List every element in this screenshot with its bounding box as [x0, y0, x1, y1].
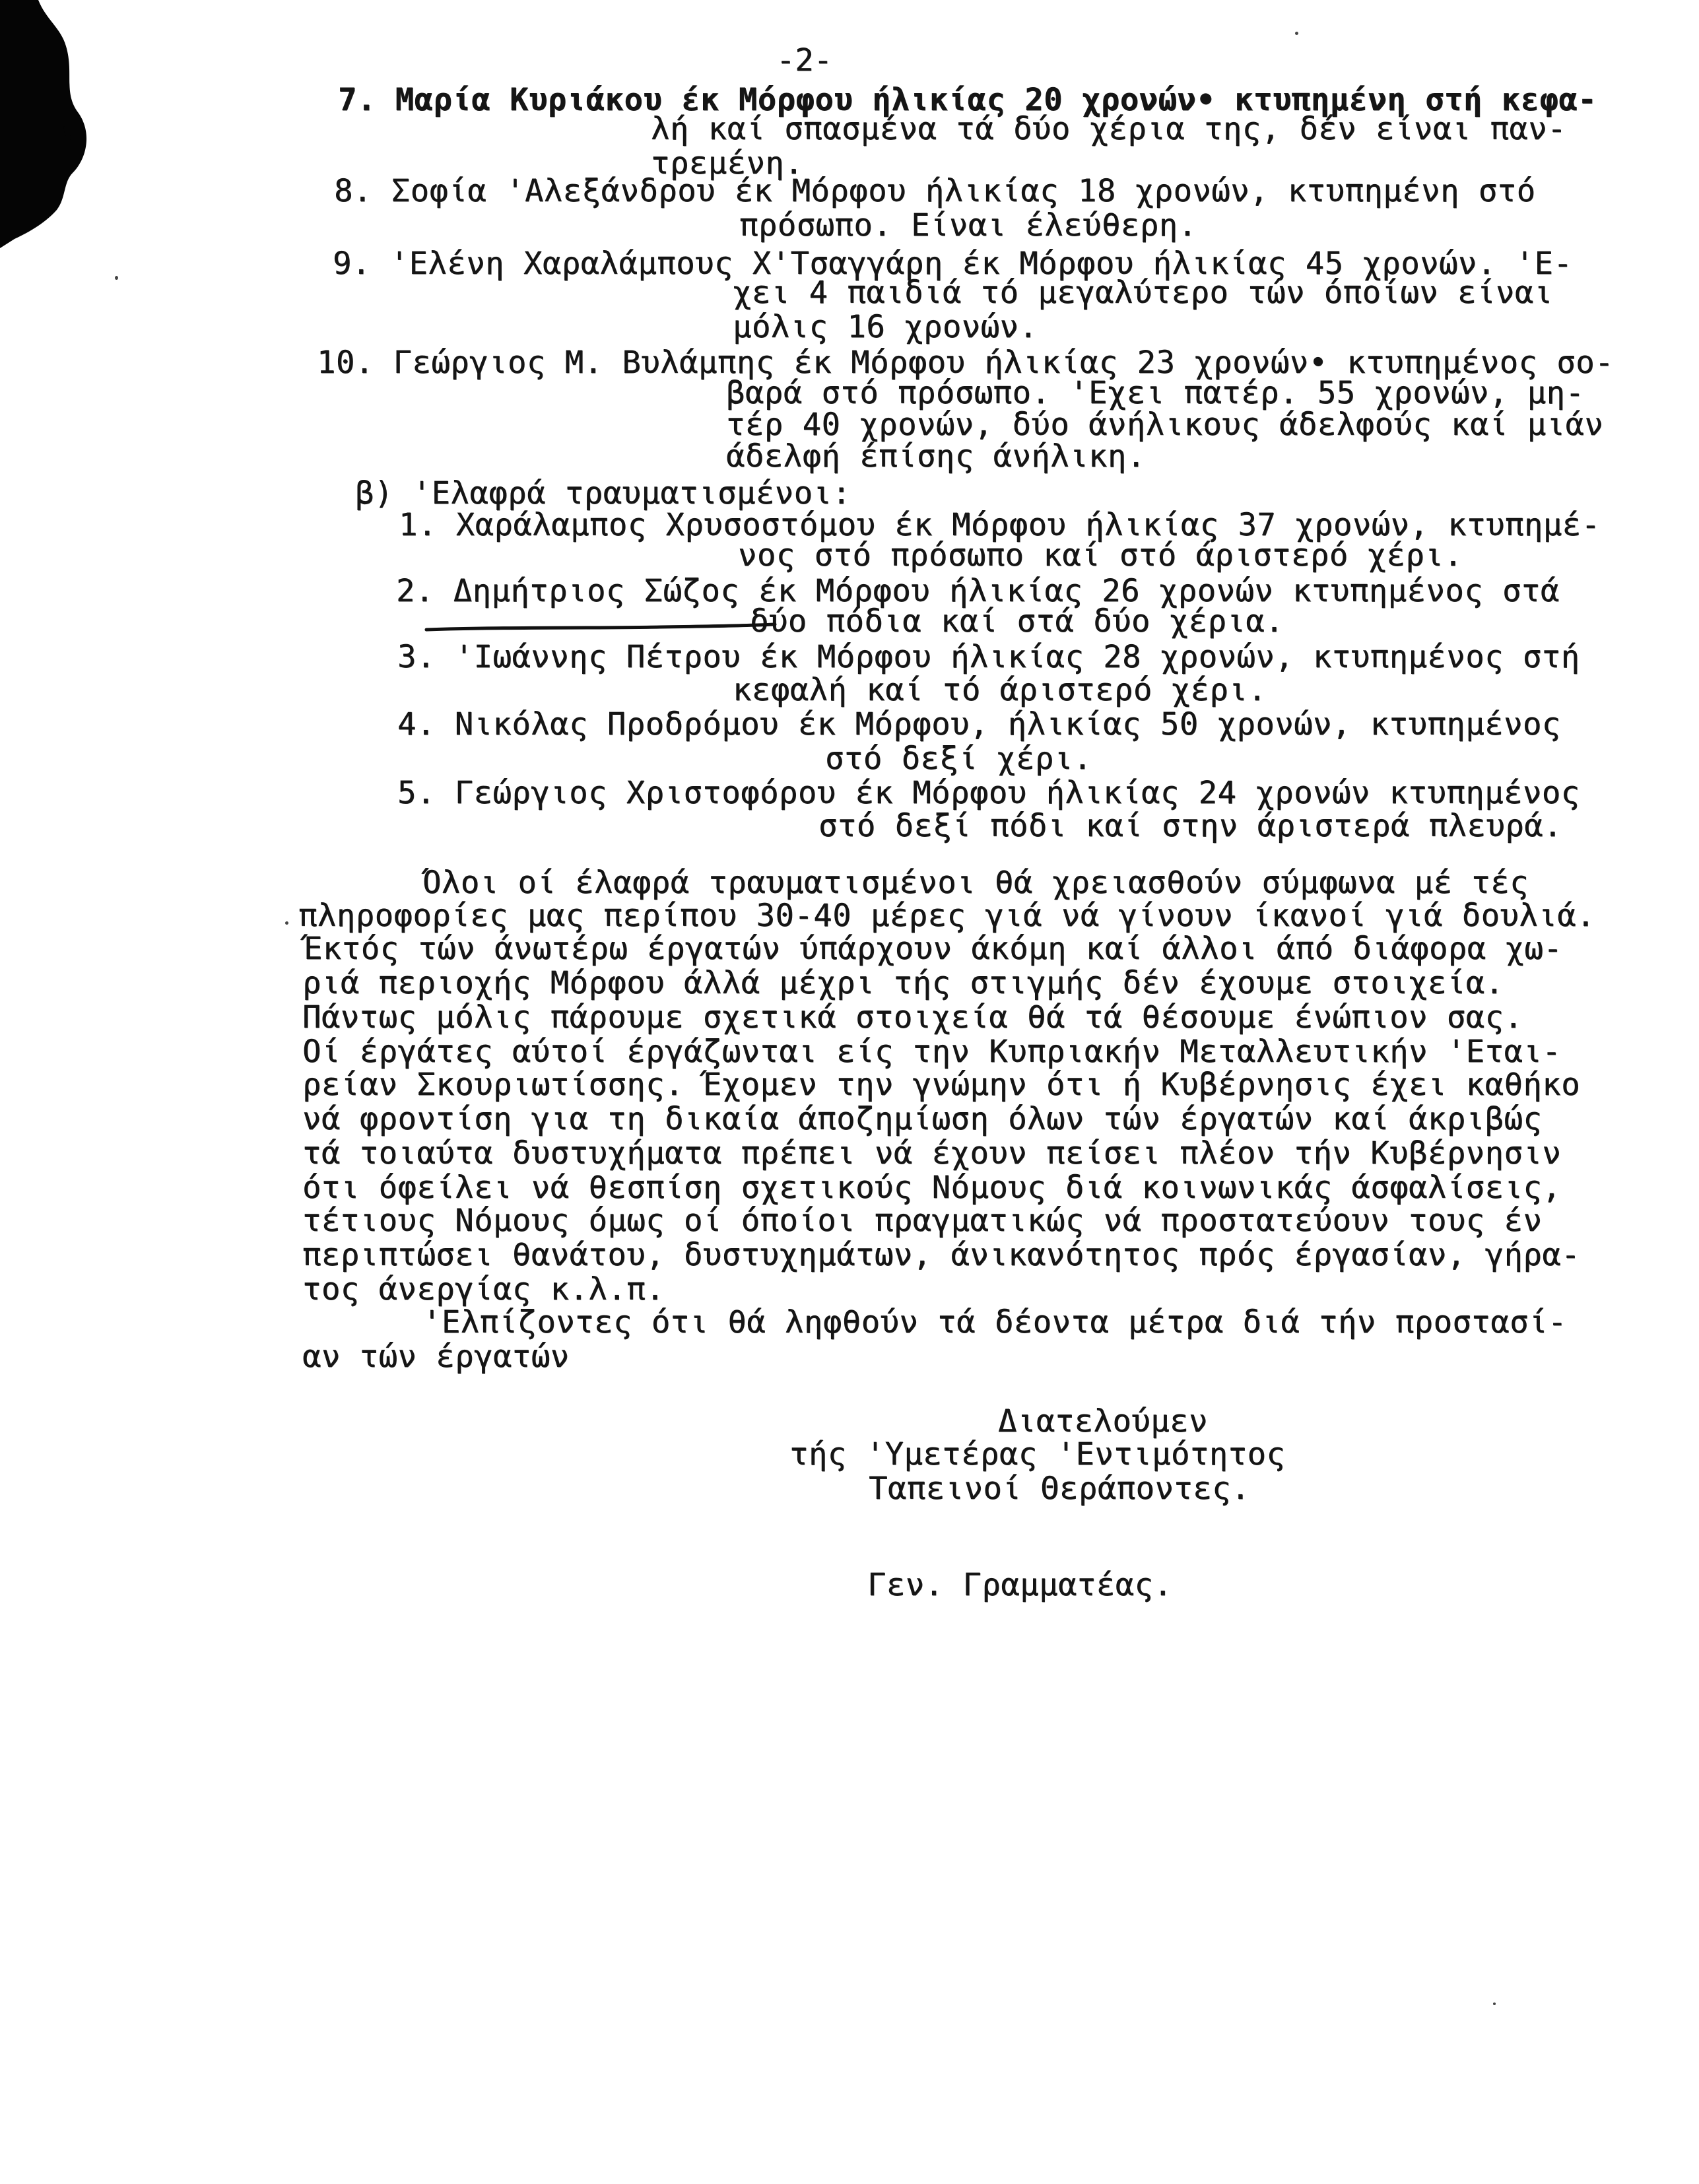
paragraph-line-12: περιπτώσει θανάτου, δυστυχημάτων, άνικανότητος πρός έργασίαν, γήρα- [302, 1237, 1581, 1273]
paragraph-line-8: νά φροντίση για τη δικαία άποζημίωση όλων τών έργατών καί άκριβώς [302, 1101, 1543, 1137]
scan-speck [115, 276, 118, 280]
signature-line-2: τής 'Υμετέρας 'Εντιμότητος [789, 1436, 1286, 1473]
closing-line-2: αν τών έργατών [302, 1339, 570, 1375]
item-a10-line-1: 10. Γεώργιος Μ. Βυλάμπης έκ Μόρφου ήλικίας 23 χρονών• κτυπημένος σο- [317, 345, 1614, 381]
item-a9-line-1: 9. 'Ελένη Χαραλάμπους Χ'Τσαγγάρη έκ Μόρφου ήλικίας 45 χρονών. 'Ε- [333, 246, 1573, 282]
page-number: -2- [776, 42, 832, 79]
ink-blot-mark [0, 0, 139, 251]
item-b1-line-2: νος στό πρόσωπο καί στό άριστερό χέρι. [738, 537, 1463, 574]
item-b5-line-2: στό δεξί πόδι καί στην άριστερά πλευρά. [818, 808, 1562, 844]
item-b4-line-2: στό δεξί χέρι. [825, 741, 1092, 777]
signature-line-1: Διατελούμεν [998, 1403, 1208, 1439]
item-b1-line-1: 1. Χαράλαμπος Χρυσοστόμου έκ Μόρφου ήλικίας 37 χρονών, κτυπημέ- [399, 507, 1601, 543]
item-a7-line-3: τρεμένη. [651, 145, 804, 182]
item-a10-line-2: βαρά στό πρόσωπο. 'Εχει πατέρ. 55 χρονών, μη- [726, 375, 1585, 411]
item-a7-line-2: λή καί σπασμένα τά δύο χέρια της, δέν είναι παν- [651, 111, 1567, 147]
item-a10-line-3: τέρ 40 χρονών, δύο άνήλικους άδελφούς καί μιάν [726, 407, 1604, 443]
item-a9-line-2: χει 4 παιδιά τό μεγαλύτερο τών όποίων είναι [733, 275, 1553, 311]
item-a7-line-1: 7. Μαρία Κυριάκου έκ Μόρφου ήλικίας 20 χρονών• κτυπημένη στή κεφα- [338, 82, 1597, 118]
item-b4-line-1: 4. Νικόλας Προδρόμου έκ Μόρφου, ήλικίας 50 χρονών, κτυπημένος [397, 706, 1561, 743]
paragraph-line-6: Οί έργάτες αύτοί έργάζωνται είς την Κυπριακήν Μεταλλευτικήν 'Εται- [302, 1034, 1562, 1070]
paragraph-line-5: Πάντως μόλις πάρουμε σχετικά στοιχεία θά τά θέσουμε ένώπιον σας. [302, 999, 1523, 1036]
item-b3-line-2: κεφαλή καί τό άριστερό χέρι. [733, 672, 1267, 708]
paragraph-line-13: τος άνεργίας κ.λ.π. [302, 1271, 665, 1307]
scan-speck [1295, 32, 1298, 35]
handwritten-underline [422, 614, 779, 640]
signatory-title: Γεν. Γραμματέας. [867, 1567, 1173, 1603]
scan-speck [285, 921, 288, 925]
item-b5-line-1: 5. Γεώργιος Χριστοφόρου έκ Μόρφου ήλικίας 24 χρονών κτυπημένος [397, 775, 1580, 811]
paragraph-line-4: ριά περιοχής Μόρφου άλλά μέχρι τής στιγμής δέν έχουμε στοιχεία. [302, 965, 1504, 1001]
closing-line-1: 'Ελπίζοντες ότι θά ληφθούν τά δέοντα μέτρα διά τήν προστασί- [422, 1304, 1567, 1340]
section-b-heading: β) 'Ελαφρά τραυματισμένοι: [355, 475, 851, 512]
paragraph-line-10: ότι όφείλει νά θεσπίση σχετικούς Νόμους διά κοινωνικάς άσφαλίσεις, [302, 1170, 1562, 1206]
signature-line-3: Ταπεινοί Θεράποντες. [869, 1471, 1250, 1507]
item-b2-line-1: 2. Δημήτριος Σώζος έκ Μόρφου ήλικίας 26 χρονών κτυπημένος στά [396, 573, 1560, 609]
paragraph-line-2: πληροφορίες μας περίπου 30-40 μέρες γιά νά γίνουν ίκανοί γιά δουλιά. [298, 898, 1595, 934]
scan-speck [1493, 2002, 1496, 2005]
paragraph-line-11: τέτιους Νόμους όμως οί όποίοι πραγματικώς νά προστατεύουν τους έν [302, 1203, 1543, 1239]
item-a8-line-2: πρόσωπο. Είναι έλεύθερη. [739, 207, 1197, 244]
item-a8-line-1: 8. Σοφία 'Αλεξάνδρου έκ Μόρφου ήλικίας 18 χρονών, κτυπημένη στό [334, 173, 1536, 209]
item-b2-line-2: δύο πόδια καί στά δύο χέρια. [750, 603, 1284, 640]
item-b3-line-1: 3. 'Ιωάννης Πέτρου έκ Μόρφου ήλικίας 28 χρονών, κτυπημένος στή [397, 639, 1580, 675]
paragraph-line-7: ρείαν Σκουριωτίσσης. Έχομεν την γνώμην ότι ή Κυβέρνησις έχει καθήκο [302, 1067, 1581, 1103]
item-a10-line-4: άδελφή έπίσης άνήλικη. [726, 438, 1146, 475]
paragraph-line-3: Έκτός τών άνωτέρω έργατών ύπάρχουν άκόμη καί άλλοι άπό διάφορα χω- [304, 931, 1563, 967]
paragraph-line-9: τά τοιαύτα δυστυχήματα πρέπει νά έχουν πείσει πλέον τήν Κυβέρνησιν [302, 1135, 1562, 1172]
paragraph-line-1: Όλοι οί έλαφρά τραυματισμένοι θά χρειασθούν σύμφωνα μέ τές [422, 865, 1529, 901]
item-a9-line-3: μόλις 16 χρονών. [733, 309, 1038, 345]
